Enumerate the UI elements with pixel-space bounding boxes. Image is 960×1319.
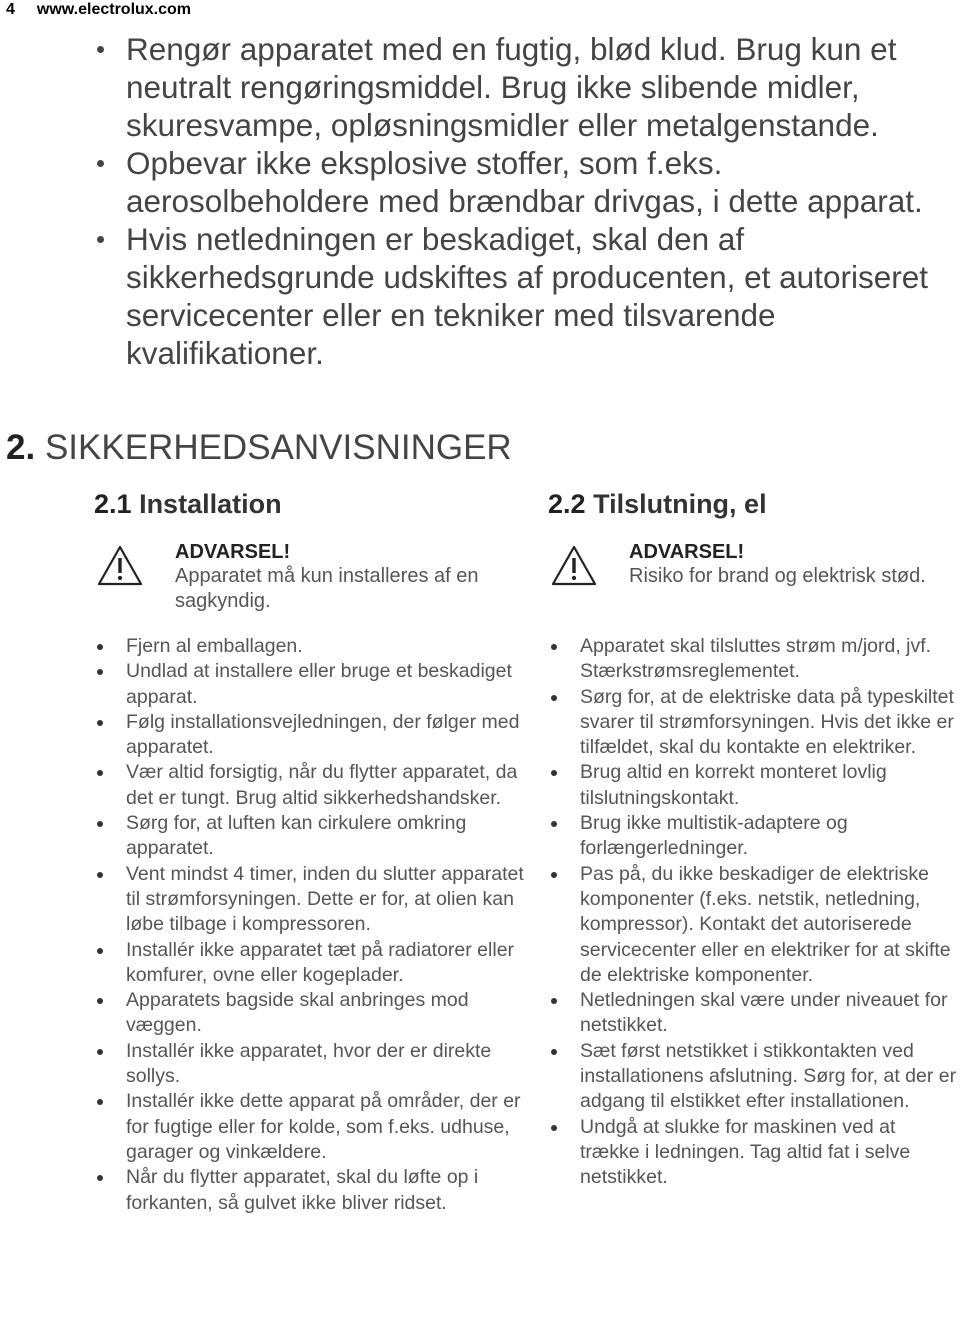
list-item: Installér ikke apparatet tæt på radiatorer eller komfurer, ovne eller kogeplader. — [94, 938, 524, 989]
list-item: Følg installationsvejledningen, der følger med apparatet. — [94, 710, 524, 761]
list-item: Vær altid forsigtig, når du flytter apparatet, da det er tungt. Brug altid sikkerhedshandsker. — [94, 760, 524, 811]
installation-column — [94, 486, 524, 1216]
page-header — [6, 0, 191, 22]
list-item: Rengør apparatet med en fugtig, blød klud. Brug kun et neutralt rengøringsmiddel. Brug ikke slibende midler, skuresvampe, opløsningsmidler eller metalgenstande. — [94, 30, 960, 144]
electrical-warning — [548, 540, 960, 620]
list-item: Sørg for, at luften kan cirkulere omkring apparatet. — [94, 811, 524, 862]
list-item: Sæt først netstikket i stikkontakten ved installationens afslutning. Sørg for, at der er adgang til elstikket efter installationen. — [548, 1039, 960, 1115]
list-item: Installér ikke dette apparat på områder, der er for fugtige eller for kolde, som f.eks. udhuse, garager og vinkældere. — [94, 1089, 524, 1165]
warning-text: Apparatet må kun installeres af en sagkyndig. — [175, 565, 479, 612]
list-item: Når du flytter apparatet, skal du løfte op i forkanten, så gulvet ikke bliver ridset. — [94, 1165, 524, 1216]
intro-list — [94, 30, 960, 372]
warning-triangle-icon — [97, 544, 143, 586]
electrical-heading — [548, 486, 960, 522]
site-url: www.electrolux.com — [36, 1, 192, 18]
subsection-number: 2.2 — [548, 489, 586, 519]
electrical-column — [548, 486, 960, 1191]
list-item: Opbevar ikke eksplosive stoffer, som f.eks. aerosolbeholdere med brændbar drivgas, i dette apparat. — [94, 144, 960, 220]
warning-triangle-icon — [551, 544, 597, 586]
section-number: 2. — [6, 428, 36, 467]
installation-warning — [94, 540, 524, 620]
list-item: Sørg for, at de elektriske data på typeskiltet svarer til strømforsyningen. Hvis det ikke er tilfældet, skal du kontakte en elektriker. — [548, 685, 960, 761]
installation-list — [94, 634, 524, 1216]
installation-heading — [94, 486, 524, 522]
list-item: Hvis netledningen er beskadiget, skal den af sikkerhedsgrunde udskiftes af producenten, et autoriseret servicecenter eller en tekniker med tilsvarende kvalifikationer. — [94, 220, 960, 372]
section-title: SIKKERHEDSANVISNINGER — [44, 428, 512, 467]
section-heading — [6, 426, 512, 470]
list-item: Vent mindst 4 timer, inden du slutter apparatet til strømforsyningen. Dette er for, at olien kan løbe tilbage i kompressoren. — [94, 862, 524, 938]
page-number: 4 — [6, 1, 15, 18]
list-item: Undgå at slukke for maskinen ved at trække i ledningen. Tag altid fat i selve netstikket. — [548, 1115, 960, 1191]
list-item: Apparatet skal tilsluttes strøm m/jord, jvf. Stærkstrømsreglementet. — [548, 634, 960, 685]
subsection-number: 2.1 — [94, 489, 132, 519]
electrical-list — [548, 634, 960, 1191]
list-item: Apparatets bagside skal anbringes mod væggen. — [94, 988, 524, 1039]
warning-title: ADVARSEL! — [629, 541, 745, 563]
warning-title: ADVARSEL! — [175, 541, 291, 563]
list-item: Pas på, du ikke beskadiger de elektriske komponenter (f.eks. netstik, netledning, kompressor). Kontakt det autoriserede servicecenter eller en elektriker for at skifte de elektriske komponenter. — [548, 862, 960, 988]
warning-text: Risiko for brand og elektrisk stød. — [629, 565, 926, 587]
subsection-title: Installation — [139, 489, 282, 519]
list-item: Brug altid en korrekt monteret lovlig tilslutningskontakt. — [548, 760, 960, 811]
subsection-title: Tilslutning, el — [593, 489, 767, 519]
list-item: Undlad at installere eller bruge et beskadiget apparat. — [94, 659, 524, 710]
list-item: Fjern al emballagen. — [94, 634, 524, 659]
list-item: Netledningen skal være under niveauet for netstikket. — [548, 988, 960, 1039]
list-item: Brug ikke multistik-adaptere og forlængerledninger. — [548, 811, 960, 862]
list-item: Installér ikke apparatet, hvor der er direkte sollys. — [94, 1039, 524, 1090]
